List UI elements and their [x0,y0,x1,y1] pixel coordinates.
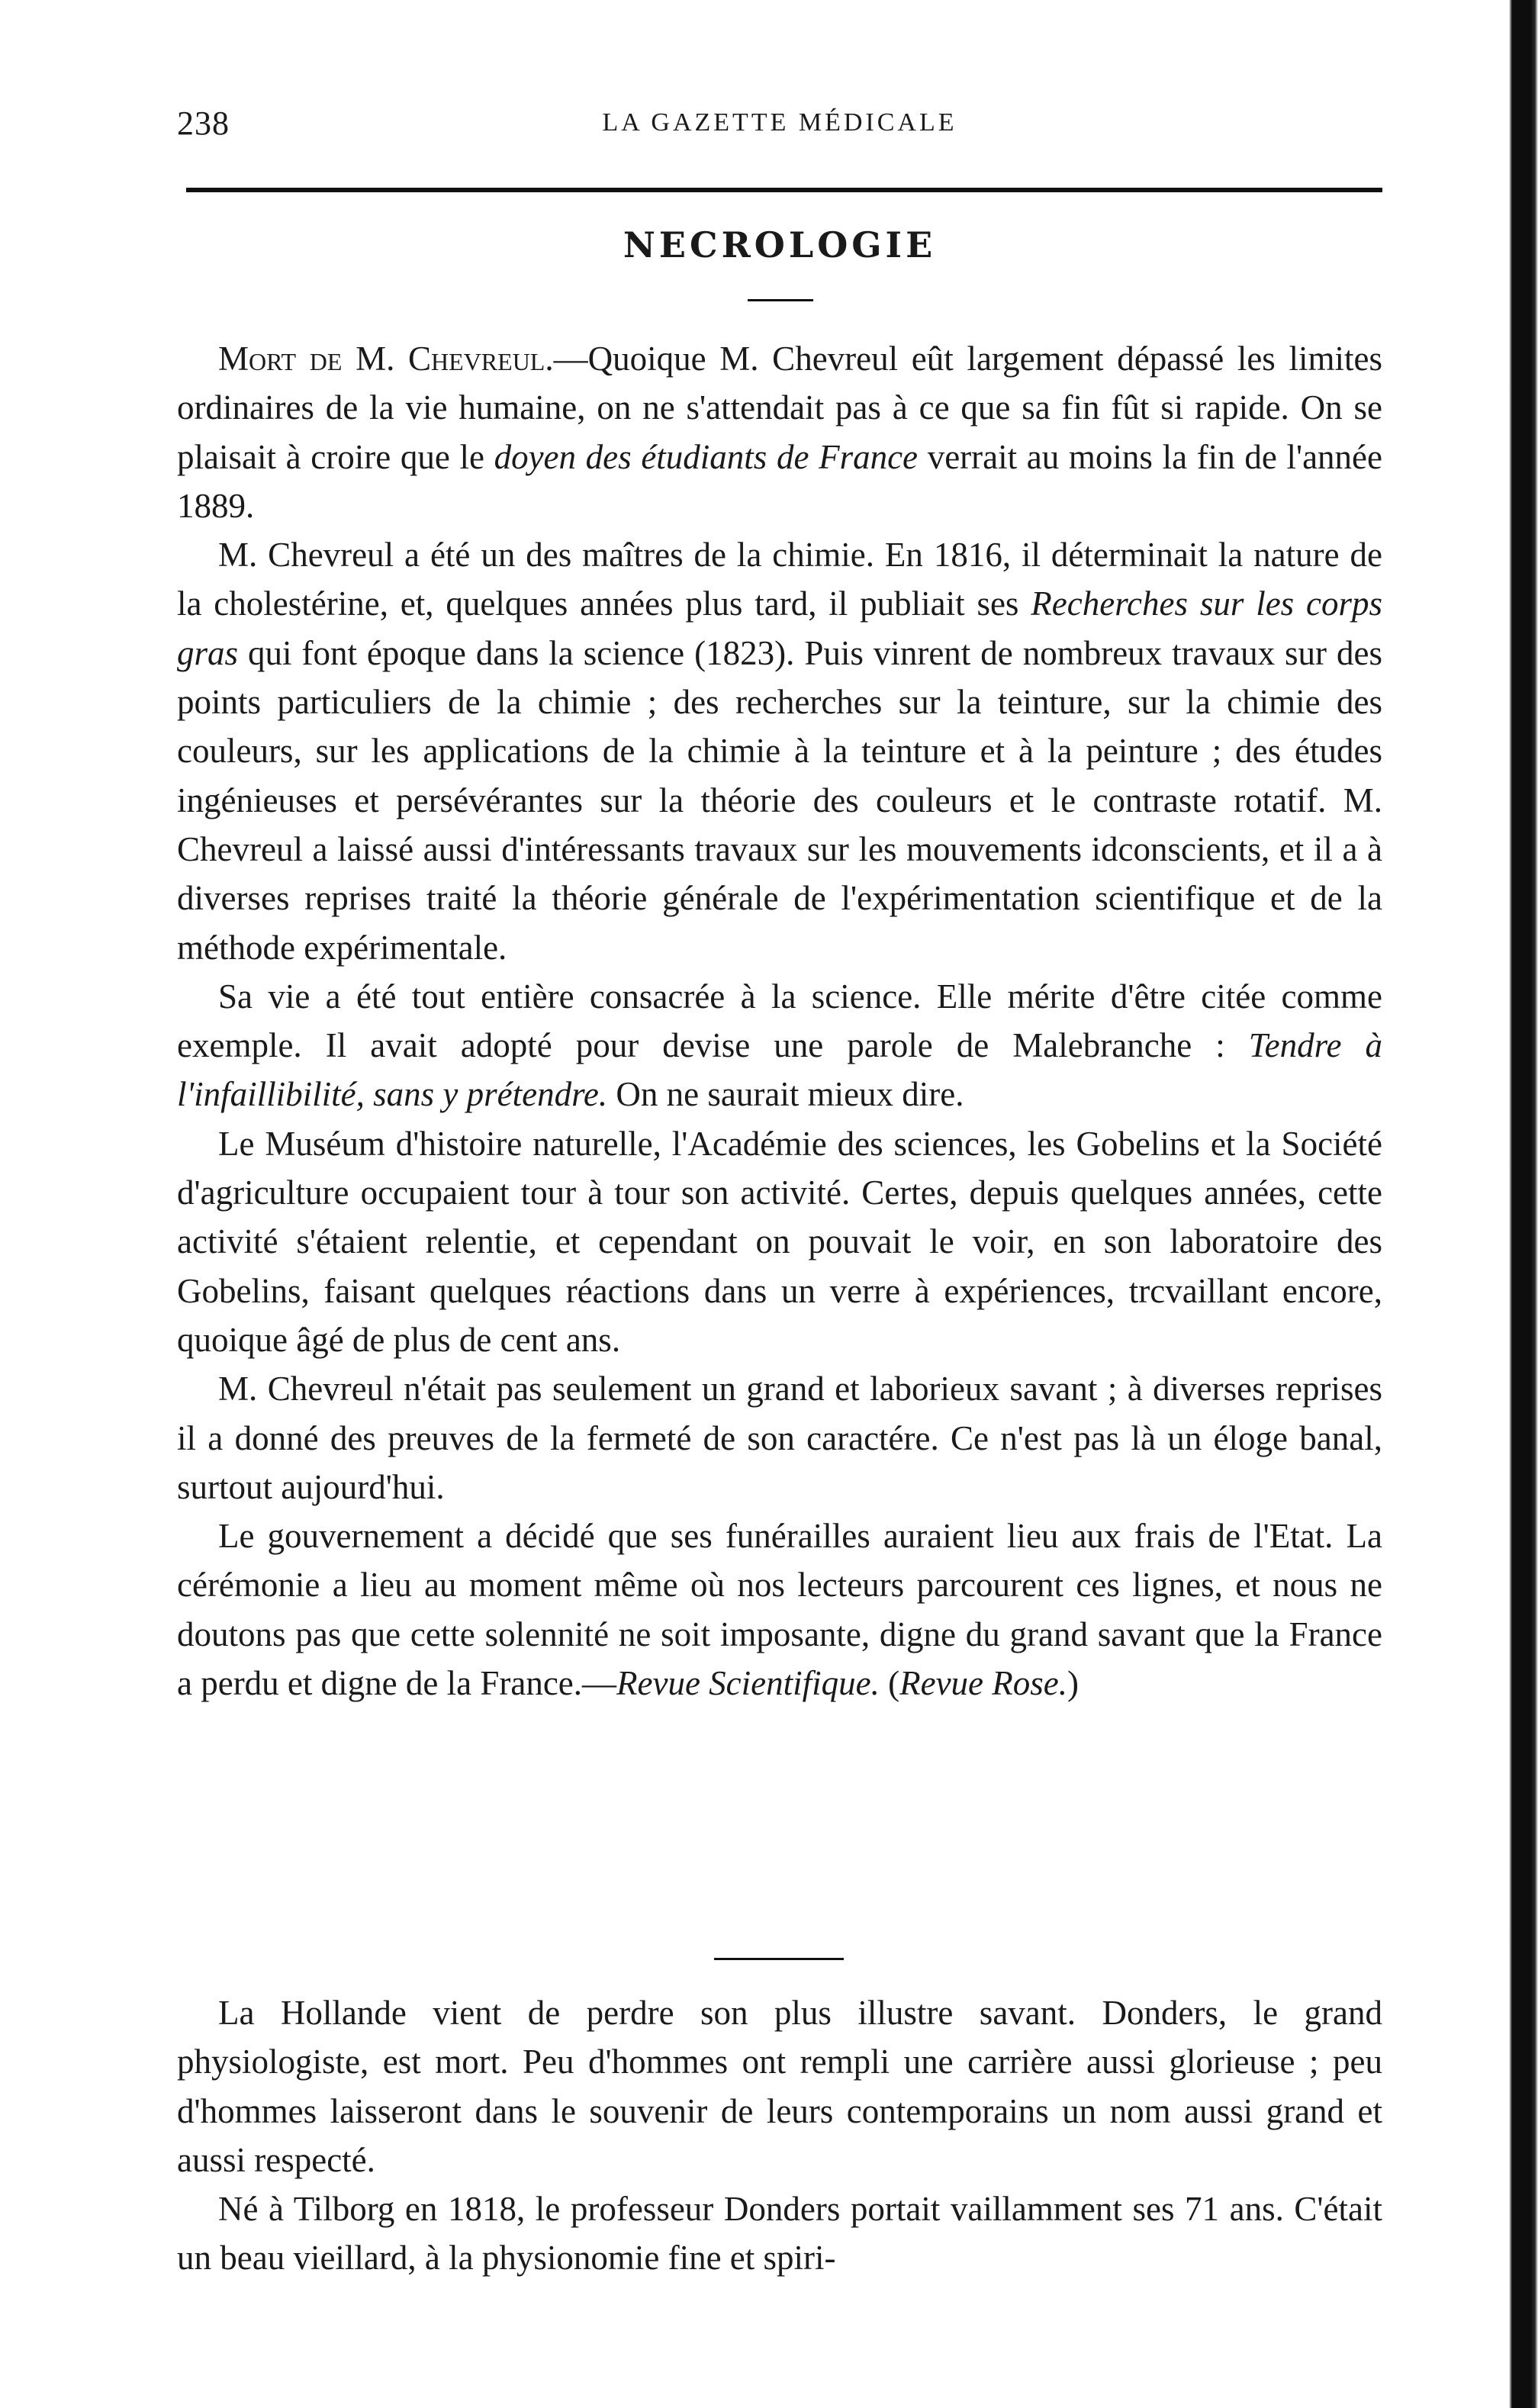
page-binding-edge [1504,0,1538,2408]
paragraph: M. Chevreul a été un des maîtres de la chimie. En 1816, il déterminait la nature de la cholestérine, et, quelques années plus tard, il publiait ses Recherches sur les corps gras qui font époque dans la science (1823). Puis vinrent de nombreux travaux sur des points particuliers de la chimie ; des recherches sur la teinture, sur la chimie des couleurs, sur les applications de la chimie à la teinture et à la peinture ; des études ingénieuses et persévérantes sur la théorie des couleurs et le contraste rotatif. M. Chevreul a laissé aussi d'intéressants travaux sur les mouvements idconscients, et il a à diverses reprises traité la théorie générale de l'expérimentation scientifique et de la méthode expérimentale. [177,536,1383,967]
section-title: NECROLOGIE [623,224,937,266]
italic-phrase: doyen des étudiants de France [494,437,919,476]
book-title: Recherches sur les corps gras [177,584,1383,672]
obituary-chevreul [177,334,1382,1708]
motto-quote: Tendre à l'infaillibilité, sans y prétendre. [177,1026,1382,1114]
paragraph: Le Muséum d'histoire naturelle, l'Académie des sciences, les Gobelins et la Société d'agriculture occupaient tour à tour son activité. Certes, depuis quelques années, cette activité s'étaient relentie, et cependant on pouvait le voir, en son laboratoire des Gobelins, faisant quelques réactions dans un verre à expériences, trcvaillant encore, quoique âgé de plus de cent ans. [177,1124,1382,1359]
running-title: LA GAZETTE MÉDICALE [602,108,957,137]
paragraph: La Hollande vient de perdre son plus illustre savant. Donders, le grand physiologiste, est mort. Peu d'hommes ont rempli une carrière aussi glorieuse ; peu d'hommes laisseront dans le souvenir de leurs contemporains un nom aussi grand et aussi respecté. [177,1994,1382,2179]
obituary-donders [177,1988,1382,2283]
header-rule [186,188,1382,192]
paragraph: Sa vie a été tout entière consacrée à la science. Elle mérite d'être citée comme exemple. Il avait adopté pour devise une parole de Malebranche : Tendre à l'infaillibilité, sans y prétendre. On ne saurait mieux dire. [177,977,1382,1114]
paragraph: Le gouvernement a décidé que ses funérailles auraient lieu aux frais de l'Etat. La cérémonie a lieu au moment même où nos lecteurs parcourent ces lignes, et nous ne doutons pas que cette solennité ne soit imposante, digne du grand savant que la France a perdu et digne de la France.—Revue Scientifique. (Revue Rose.) [177,1517,1382,1703]
paragraph: M. Chevreul n'était pas seulement un grand et laborieux savant ; à diverses reprises il a donné des preuves de la fermeté de son caractére. Ce n'est pas là un éloge banal, surtout aujourd'hui. [177,1370,1382,1506]
paragraph: Mort de M. Chevreul.—Quoique M. Chevreul eût largement dépassé les limites ordinaires de la vie humaine, on ne s'attendait pas à ce que sa fin fût si rapide. On se plaisait à croire que le doyen des étudiants de France verrait au moins la fin de l'année 1889. [177,340,1382,525]
paragraph: Né à Tilborg en 1818, le professeur Donders portait vaillamment ses 71 ans. C'était un beau vieillard, à la physionomie fine et spiri- [177,2190,1382,2278]
title-separator-rule [748,299,813,301]
source-citation: Revue Rose. [899,1664,1067,1703]
page-header [177,104,1382,150]
article-lead: Mort de M. Chevreul. [218,340,554,378]
source-citation: Revue Scientifique. [616,1664,880,1703]
article-separator-rule [714,1958,844,1960]
page-number: 238 [177,105,230,142]
